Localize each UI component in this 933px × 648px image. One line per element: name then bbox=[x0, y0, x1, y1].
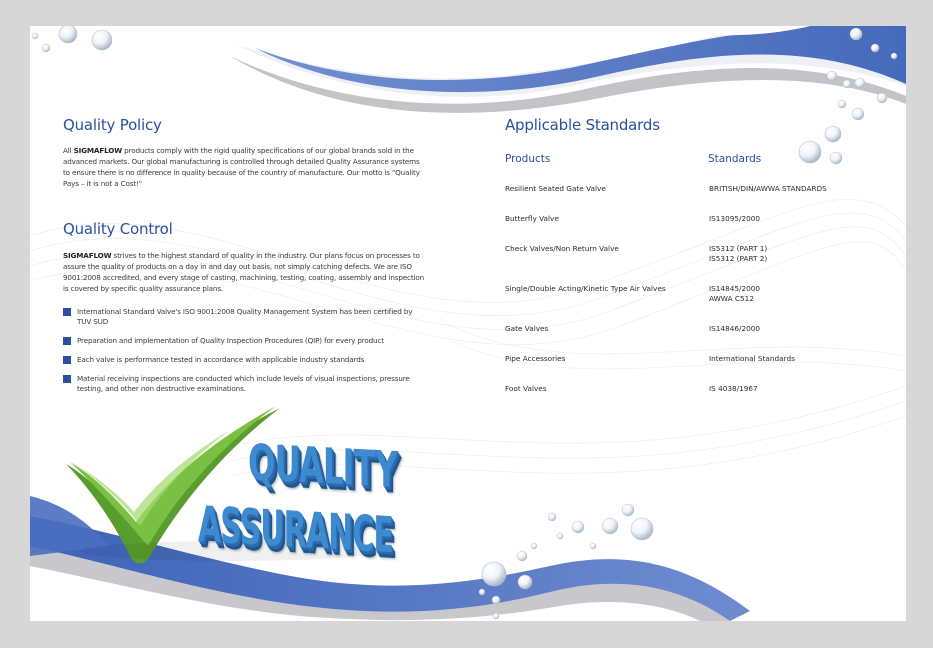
table-row bbox=[505, 244, 845, 266]
list-item: Each valve is performance tested in accordance with applicable industry standards bbox=[63, 355, 425, 365]
brochure-spread bbox=[30, 26, 906, 621]
list-item: Preparation and implementation of Quality Inspection Procedures (QIP) for every product bbox=[63, 336, 425, 346]
square-bullet-icon bbox=[63, 337, 71, 345]
brand-name: SIGMAFLOW bbox=[63, 251, 112, 260]
standards-title: Applicable Standards bbox=[505, 116, 660, 134]
assurance-graphic-text: ASSURANCE bbox=[198, 496, 393, 566]
square-bullet-icon bbox=[63, 375, 71, 383]
product-cell: Foot Valves bbox=[505, 384, 547, 393]
table-row bbox=[505, 384, 845, 406]
standard-cell: International Standards bbox=[709, 354, 795, 363]
table-row bbox=[505, 214, 845, 236]
standard-cell: IS 4038/1967 bbox=[709, 384, 758, 393]
droplets-top-left bbox=[32, 26, 112, 52]
standard-cell: BRITISH/DIN/AWWA STANDARDS bbox=[709, 184, 827, 193]
square-bullet-icon bbox=[63, 308, 71, 316]
quality-control-text: SIGMAFLOW strives to the highest standard of quality in the industry. Our plans focus on processes to assure the quality of products on a day in and day out basis, not simply catching defects. We are ISO 9001:2008 accredited, and every stage of casting, machining, testing, coating, assembly and inspection is covered by specific quality assurance plans. bbox=[63, 251, 425, 293]
standard-cell: IS14846/2000 bbox=[709, 324, 761, 333]
quality-policy-title: Quality Policy bbox=[63, 116, 162, 134]
table-row bbox=[505, 354, 845, 376]
square-bullet-icon bbox=[63, 356, 71, 364]
table-row bbox=[505, 324, 845, 346]
product-cell: Gate Valves bbox=[505, 324, 549, 333]
brand-name: SIGMAFLOW bbox=[73, 146, 122, 155]
quality-control-title: Quality Control bbox=[63, 220, 173, 238]
product-cell: Single/Double Acting/Kinetic Type Air Valves bbox=[505, 284, 666, 293]
standards-column-header: Standards bbox=[708, 153, 762, 165]
standard-cell: IS5312 (PART 1) IS5312 (PART 2) bbox=[709, 244, 768, 263]
standard-cell: IS13095/2000 bbox=[709, 214, 761, 223]
product-cell: Pipe Accessories bbox=[505, 354, 566, 363]
quality-policy-text: All SIGMAFLOW products comply with the rigid quality specifications of our global brands sold in the advanced markets. Our global manufacturing is controlled through detailed Quality Assurance systems to ensure there is no difference in quality because of the country of manufacture. Our motto is "Quality Pays – it is not a Cost!" bbox=[63, 146, 420, 188]
list-item: International Standard Valve's ISO 9001:2008 Quality Management System has been certified by TUV SUD bbox=[63, 307, 425, 327]
product-cell: Check Valves/Non Return Valve bbox=[505, 244, 619, 253]
product-cell: Resilient Seated Gate Valve bbox=[505, 184, 606, 193]
standard-cell: IS14845/2000 AWWA C512 bbox=[709, 284, 761, 303]
product-cell: Butterfly Valve bbox=[505, 214, 559, 223]
table-row bbox=[505, 184, 845, 206]
products-column-header: Products bbox=[505, 153, 551, 165]
quality-control-list bbox=[63, 307, 425, 403]
quality-graphic-text: QUALITY bbox=[248, 434, 398, 500]
list-item: Material receiving inspections are conducted which include levels of visual inspections, pressure testing, and other non destructive examinations. bbox=[63, 374, 425, 394]
table-row bbox=[505, 284, 845, 306]
